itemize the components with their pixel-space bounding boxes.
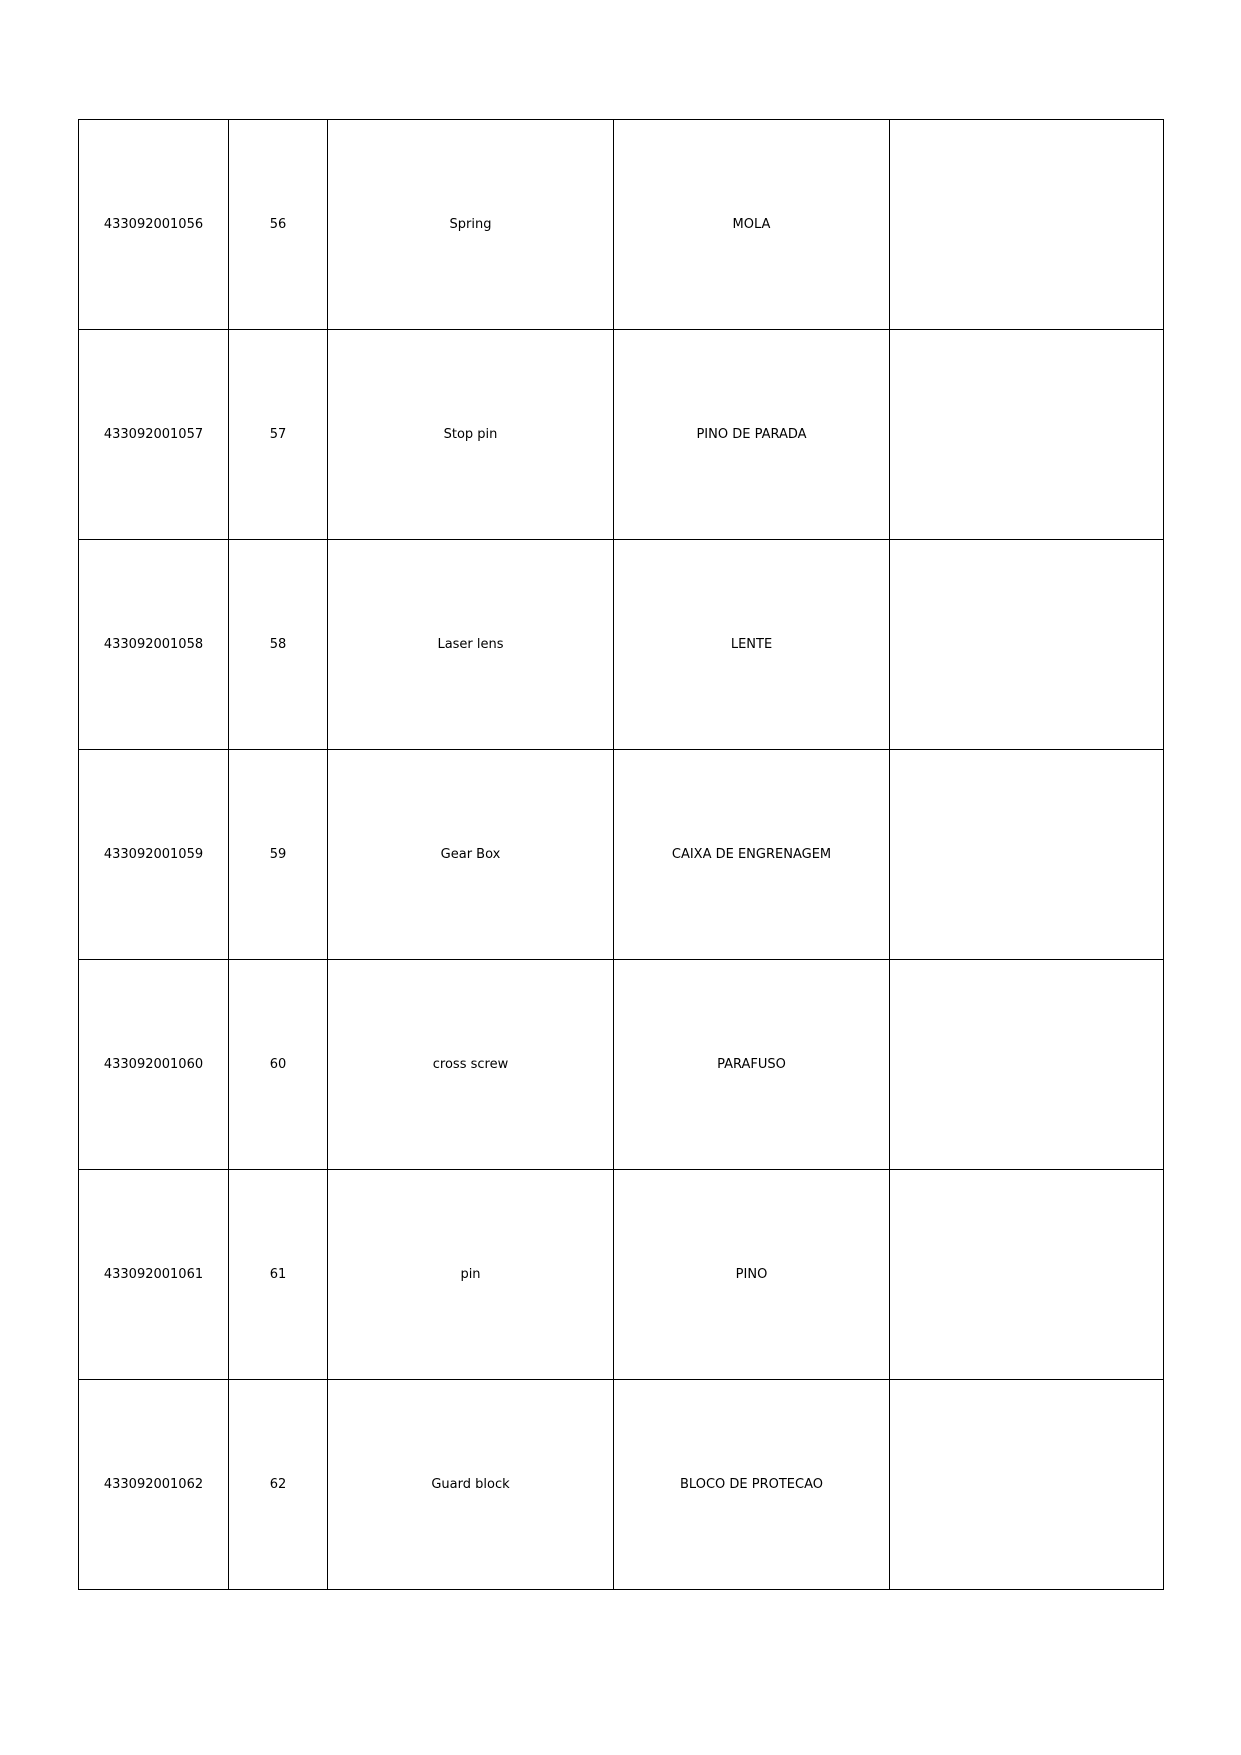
item-number-cell: 58 [229,540,328,750]
part-code-cell: 433092001059 [79,750,229,960]
part-code-cell: 433092001060 [79,960,229,1170]
part-code-cell: 433092001062 [79,1380,229,1590]
description-pt-cell: CAIXA DE ENGRENAGEM [614,750,890,960]
description-pt-cell: PINO [614,1170,890,1380]
description-en-cell: Laser lens [328,540,614,750]
item-number-cell: 59 [229,750,328,960]
part-code-cell: 433092001056 [79,120,229,330]
item-number-cell: 56 [229,120,328,330]
item-number-cell: 61 [229,1170,328,1380]
description-en-cell: cross screw [328,960,614,1170]
description-en-cell: Guard block [328,1380,614,1590]
description-en-cell: Gear Box [328,750,614,960]
description-pt-cell: MOLA [614,120,890,330]
notes-cell [890,750,1164,960]
description-en-cell: Spring [328,120,614,330]
parts-table [78,119,1164,1590]
table-row [79,540,1164,750]
description-pt-cell: BLOCO DE PROTECAO [614,1380,890,1590]
description-en-cell: Stop pin [328,330,614,540]
item-number-cell: 57 [229,330,328,540]
table-row [79,1380,1164,1590]
table-row [79,1170,1164,1380]
notes-cell [890,120,1164,330]
description-pt-cell: LENTE [614,540,890,750]
notes-cell [890,1380,1164,1590]
table-row [79,330,1164,540]
notes-cell [890,330,1164,540]
description-pt-cell: PARAFUSO [614,960,890,1170]
table-row [79,960,1164,1170]
notes-cell [890,540,1164,750]
part-code-cell: 433092001057 [79,330,229,540]
table-row [79,750,1164,960]
notes-cell [890,960,1164,1170]
description-en-cell: pin [328,1170,614,1380]
item-number-cell: 62 [229,1380,328,1590]
table-row [79,120,1164,330]
item-number-cell: 60 [229,960,328,1170]
part-code-cell: 433092001061 [79,1170,229,1380]
part-code-cell: 433092001058 [79,540,229,750]
notes-cell [890,1170,1164,1380]
description-pt-cell: PINO DE PARADA [614,330,890,540]
